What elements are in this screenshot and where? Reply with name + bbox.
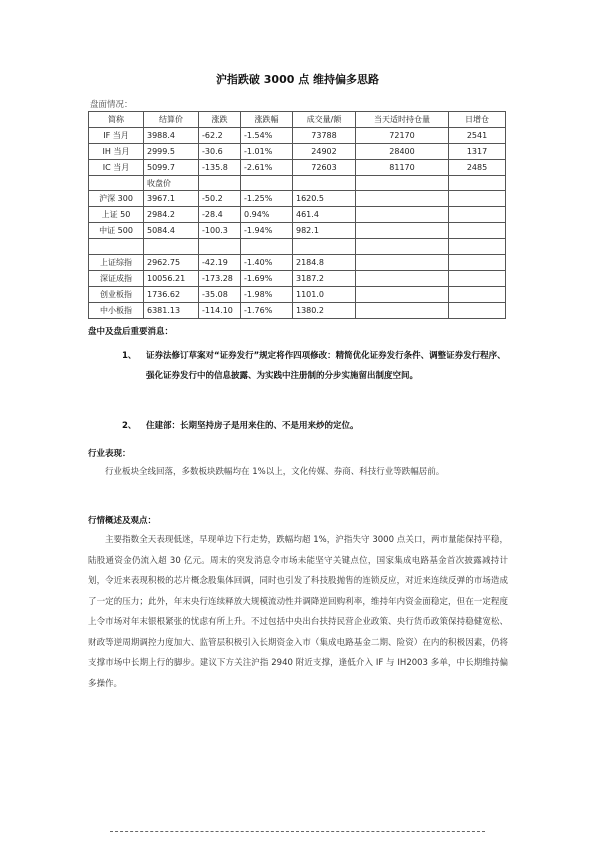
table-row bbox=[89, 239, 506, 255]
cell-name: 沪深 300 bbox=[89, 191, 144, 207]
cell-oi: 81170 bbox=[356, 159, 449, 175]
news-item-text: 证券法修订草案对“证券发行”规定将作四项修改：精简优化证券发行条件、调整证券发行程序、强化证券发行中的信息披露、为实践中注册制的分步实施留出制度空间。 bbox=[146, 351, 506, 381]
news-heading: 盘中及盘后重要消息： bbox=[88, 327, 174, 337]
document-title: 沪指跌破 3000 点 维持偏多思路 bbox=[215, 73, 380, 86]
cell-inc: 1317 bbox=[449, 143, 506, 159]
industry-heading: 行业表现： bbox=[88, 449, 131, 459]
cell-empty bbox=[293, 175, 356, 191]
header-cell: 日增仓 bbox=[449, 112, 506, 128]
cell-empty bbox=[356, 302, 449, 318]
cell-empty bbox=[356, 286, 449, 302]
header-cell: 涨跌幅 bbox=[241, 112, 293, 128]
cell-empty bbox=[449, 302, 506, 318]
news-item-text: 住建部：长期坚持房子是用来住的、不是用来炒的定位。 bbox=[146, 421, 359, 431]
cell-empty bbox=[356, 175, 449, 191]
cell-empty bbox=[449, 223, 506, 239]
cell-vol: 1101.0 bbox=[293, 286, 356, 302]
cell-vol: 1620.5 bbox=[293, 191, 356, 207]
header-cell: 成交量/额 bbox=[293, 112, 356, 128]
cell-name: 上证综指 bbox=[89, 255, 144, 271]
cell-chg: -28.4 bbox=[199, 207, 241, 223]
cell-pct: -1.69% bbox=[241, 270, 293, 286]
table-row bbox=[89, 127, 506, 143]
table-row bbox=[89, 175, 506, 191]
cell-price: 10056.21 bbox=[144, 270, 199, 286]
cell-price: 3967.1 bbox=[144, 191, 199, 207]
cell-name: 中证 500 bbox=[89, 223, 144, 239]
cell-vol: 2184.8 bbox=[293, 255, 356, 271]
cell-vol: 3187.2 bbox=[293, 270, 356, 286]
header-cell: 涨跌 bbox=[199, 112, 241, 128]
cell-pct: -1.94% bbox=[241, 223, 293, 239]
cell-empty bbox=[293, 239, 356, 255]
header-cell: 当天适时持仓量 bbox=[356, 112, 449, 128]
cell-pct: -2.61% bbox=[241, 159, 293, 175]
cell-empty bbox=[241, 239, 293, 255]
table-row bbox=[89, 191, 506, 207]
cell-price: 3988.4 bbox=[144, 127, 199, 143]
close-price-label: 收盘价 bbox=[144, 175, 199, 191]
industry-text: 行业板块全线回落，多数板块跌幅均在 1%以上，文化传媒、券商、科技行业等跌幅居前。 bbox=[105, 467, 445, 477]
overview-text: 主要指数全天表现低迷，早现单边下行走势，跌幅均超 1%，沪指失守 3000 点关口，两市量能保持平稳，陆股通资金仍流入超 30 亿元。周末的突发消息令市场未能坚守关键点位，国家集成电路基金首次披露减持计划，令近来表现积极的芯片概念股集体回调，同时也引发了科技股抛售的连锁反应，对近来连续反弹的市场造成了一定的压力；此外，年末央行连续释放大规模流动性并调降逆回购利率，维持年内资金面稳定，但在一定程度上令市场对年末银根紧张的忧虑有所上升。不过包括中央出台扶持民营企业政策、央行货币政策保持稳健宽松、财政等逆周期调控力度加大、监管层积极引入长期资金入市（集成电路基金二期、险资）在内的积极因素，仍将支撑市场中长期上行的脚步。建议下方关注沪指 2940 附近支撑，逢低介入 IF 与 IH2003 多单，中长期维持偏多操作。 bbox=[88, 535, 508, 689]
cell-empty bbox=[356, 207, 449, 223]
cell-inc: 2541 bbox=[449, 127, 506, 143]
cell-empty bbox=[449, 239, 506, 255]
table-row bbox=[89, 270, 506, 286]
news-item-number: 2、 bbox=[122, 421, 137, 431]
cell-price: 1736.62 bbox=[144, 286, 199, 302]
table-row bbox=[89, 159, 506, 175]
cell-empty bbox=[356, 270, 449, 286]
cell-chg: -62.2 bbox=[199, 127, 241, 143]
cell-vol: 461.4 bbox=[293, 207, 356, 223]
table-row bbox=[89, 143, 506, 159]
cell-chg: -42.19 bbox=[199, 255, 241, 271]
news-item-number: 1、 bbox=[122, 351, 137, 361]
cell-empty bbox=[89, 175, 144, 191]
table-row bbox=[89, 302, 506, 318]
cell-price: 5099.7 bbox=[144, 159, 199, 175]
cell-chg: -114.10 bbox=[199, 302, 241, 318]
cell-empty bbox=[449, 175, 506, 191]
cell-name: IH 当月 bbox=[89, 143, 144, 159]
cell-pct: -1.98% bbox=[241, 286, 293, 302]
cell-empty bbox=[199, 175, 241, 191]
cell-chg: -100.3 bbox=[199, 223, 241, 239]
cell-chg: -173.28 bbox=[199, 270, 241, 286]
table-row bbox=[89, 255, 506, 271]
cell-price: 2962.75 bbox=[144, 255, 199, 271]
cell-empty bbox=[449, 255, 506, 271]
cell-name: 中小板指 bbox=[89, 302, 144, 318]
cell-pct: -1.25% bbox=[241, 191, 293, 207]
cell-chg: -50.2 bbox=[199, 191, 241, 207]
cell-oi: 28400 bbox=[356, 143, 449, 159]
cell-name: IC 当月 bbox=[89, 159, 144, 175]
table-header-row bbox=[89, 112, 506, 128]
table-row bbox=[89, 223, 506, 239]
cell-empty bbox=[449, 207, 506, 223]
cell-pct: -1.01% bbox=[241, 143, 293, 159]
cell-vol: 982.1 bbox=[293, 223, 356, 239]
overview-heading: 行情概述及观点： bbox=[88, 516, 157, 526]
cell-empty bbox=[199, 239, 241, 255]
cell-name: 深证成指 bbox=[89, 270, 144, 286]
cell-empty bbox=[241, 175, 293, 191]
cell-chg: -35.08 bbox=[199, 286, 241, 302]
cell-empty bbox=[449, 270, 506, 286]
cell-chg: -30.6 bbox=[199, 143, 241, 159]
market-table bbox=[88, 111, 506, 319]
news-item bbox=[122, 416, 512, 436]
cell-empty bbox=[356, 191, 449, 207]
header-cell: 简称 bbox=[89, 112, 144, 128]
cell-empty bbox=[89, 239, 144, 255]
table-row bbox=[89, 286, 506, 302]
table-row bbox=[89, 207, 506, 223]
cell-chg: -135.8 bbox=[199, 159, 241, 175]
cell-empty bbox=[144, 239, 199, 255]
cell-price: 2984.2 bbox=[144, 207, 199, 223]
market-overview-label: 盘面情况： bbox=[90, 100, 133, 110]
cell-price: 2999.5 bbox=[144, 143, 199, 159]
cell-price: 5084.4 bbox=[144, 223, 199, 239]
cell-name: IF 当月 bbox=[89, 127, 144, 143]
cell-empty bbox=[356, 223, 449, 239]
cell-vol: 1380.2 bbox=[293, 302, 356, 318]
cell-empty bbox=[449, 191, 506, 207]
cell-vol: 73788 bbox=[293, 127, 356, 143]
cell-oi: 72170 bbox=[356, 127, 449, 143]
cell-empty bbox=[449, 286, 506, 302]
cell-inc: 2485 bbox=[449, 159, 506, 175]
header-cell: 结算价 bbox=[144, 112, 199, 128]
cell-vol: 24902 bbox=[293, 143, 356, 159]
cell-empty bbox=[356, 239, 449, 255]
cell-name: 上证 50 bbox=[89, 207, 144, 223]
footer-divider bbox=[110, 831, 485, 832]
cell-pct: 0.94% bbox=[241, 207, 293, 223]
cell-pct: -1.40% bbox=[241, 255, 293, 271]
cell-pct: -1.54% bbox=[241, 127, 293, 143]
cell-empty bbox=[356, 255, 449, 271]
cell-pct: -1.76% bbox=[241, 302, 293, 318]
cell-price: 6381.13 bbox=[144, 302, 199, 318]
cell-vol: 72603 bbox=[293, 159, 356, 175]
news-item bbox=[122, 346, 512, 386]
cell-name: 创业板指 bbox=[89, 286, 144, 302]
